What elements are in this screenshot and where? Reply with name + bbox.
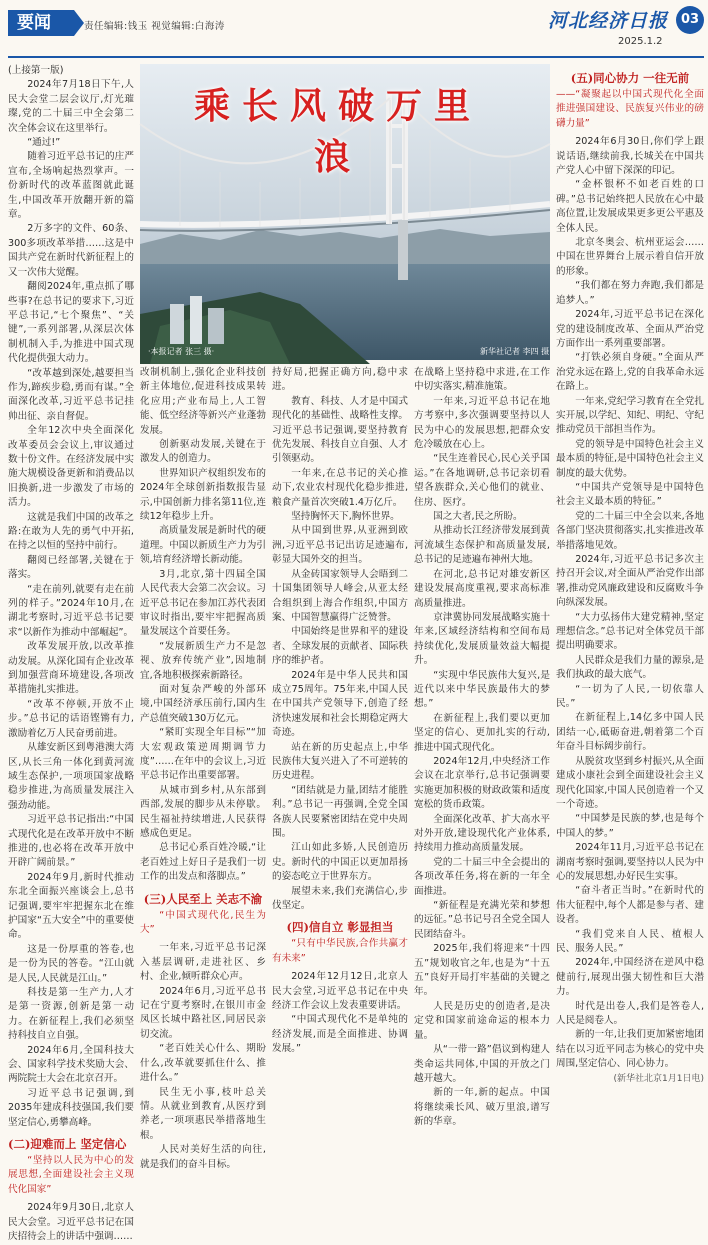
main-headline: 乘长风破万里浪 [193,85,482,178]
paragraph: 改革发展开放,以改革推动发展。从深化国有企业改革到加强营商环境建设,各项改革措施扎实推进。 [8,641,134,696]
paragraph: 全面深化改革、扩大高水平对外开放,建设现代化产业体系,持续用力推动高质量发展。 [414,813,550,854]
section-tag: 要闻 [8,10,74,36]
paragraph: 一年来,党纪学习教育在全党扎实开展,以学纪、知纪、明纪、守纪推动党员干部担当作为。 [556,395,704,436]
paragraph: 2024年,习近平总书记多次主持召开会议,对全面从严治党作出部署,推动党风廉政建设和反腐败斗争向纵深发展。 [556,554,704,609]
paragraph: 从金砖国家领导人会晤到二十国集团领导人峰会,从亚太经合组织到上海合作组织,中国方案、中国智慧赢得广泛赞誉。 [272,568,408,623]
paragraph: 人民对美好生活的向往,就是我们的奋斗目标。 [140,1144,266,1170]
paragraph: 党的二十届三中全会提出的各项改革任务,将在新的一年全面推进。 [414,856,550,897]
paragraph: 科技是第一生产力,人才是第一资源,创新是第一动力。在新征程上,我们必须坚持科技自立自强。 [8,987,134,1042]
paragraph: 京津冀协同发展战略实施十年来,区域经济结构和空间布局持续优化,发展质量效益大幅提升。 [414,611,550,667]
paragraph: 从推动长江经济带发展到黄河流域生态保护和高质量发展,总书记的足迹遍布神州大地。 [414,525,550,566]
section-quote: “中国式现代化,民生为大” [140,909,266,936]
paragraph: 全年12次中央全面深化改革委员会会议上,审议通过数十份文件。在经济发展中实施大规模设备更新和消费品以旧换新,进一步激发了市场的活力。 [8,425,134,509]
paragraph: 人民是历史的创造者,是决定党和国家前途命运的根本力量。 [414,1000,550,1041]
paragraph: 党的领导是中国特色社会主义最本质的特征,是中国特色社会主义制度的最大优势。 [556,438,704,479]
paragraph: “团结就是力量,团结才能胜利。”总书记一再强调,全党全国各族人民要紧密团结在党中央周围。 [272,784,408,839]
section-quote: “只有中华民族,合作共赢才有未来” [272,938,408,964]
paragraph: “大力弘扬伟大建党精神,坚定理想信念。”总书记对全体党员干部提出明确要求。 [556,611,704,652]
paragraph: “通过!” [27,137,61,149]
paragraph: 站在新的历史起点上,中华民族伟大复兴进入了不可逆转的历史进程。 [272,741,408,782]
paragraph: “实现中华民族伟大复兴,是近代以来中华民族最伟大的梦想。” [414,669,550,710]
paragraph: “一切为了人民,一切依靠人民。” [556,683,704,710]
paragraph: “我们都在努力奔跑,我们都是追梦人。” [556,280,704,306]
section-subhead: (二)迎难而上 坚定信心 [8,1137,127,1152]
paragraph: 这是一份厚重的答卷,也是一份为民的答卷。“江山就是人民,人民就是江山。” [8,943,134,984]
paragraph: 2024年6月,全国科技大会、国家科学技术奖励大会、两院院士大会在北京召开。 [8,1044,134,1085]
paragraph: 在战略上坚持稳中求进,在工作中切实落实,精准施策。 [414,367,550,393]
paragraph: “新征程是充满光荣和梦想的远征。”总书记号召全党全国人民团结奋斗。 [414,900,550,940]
paragraph: 新的一年,让我们更加紧密地团结在以习近平同志为核心的党中央周围,坚定信心、同心协力。 [556,1029,704,1070]
paragraph: 持好局,把握正确方向,稳中求进。 [272,367,408,393]
masthead [0,0,708,62]
paragraph: (上接第一版) [8,65,64,76]
paragraph: “打铁必须自身硬。”全面从严治党永远在路上,党的自我革命永远在路上。 [556,352,704,393]
paragraph: “中国共产党领导是中国特色社会主义最本质的特征。” [556,481,704,508]
paragraph: 北京冬奥会、杭州亚运会……中国在世界舞台上展示着自信开放的形象。 [556,237,704,277]
paragraph: 教育、科技、人才是中国式现代化的基础性、战略性支撑。习近平总书记强调,要坚持教育优先发展、科技自立自强、人才引领驱动。 [272,395,408,465]
paragraph: “奋斗者正当时。”在新时代的伟大征程中,每个人都是参与者、建设者。 [556,885,704,926]
paragraph: 2024年是中华人民共和国成立75周年。75年来,中国人民在中国共产党领导下,创造了经济快速发展和社会长期稳定两大奇迹。 [272,669,408,739]
paragraph: 2024年7月18日下午,人民大会堂二层会议厅,灯光璀璨,党的二十届三中全会第二次全体会议在这里举行。 [8,79,134,134]
paragraph: “我们党来自人民、植根人民、服务人民。” [556,928,704,954]
paragraph: 面对复杂严峻的外部环境,中国经济承压前行,国内生产总值突破130万亿元。 [140,683,266,724]
paragraph: “老百姓关心什么、期盼什么,改革就要抓住什么、推进什么。” [140,1043,266,1084]
paragraph: 2024年6月,习近平总书记在宁夏考察时,在银川市金凤区长城中路社区,同居民亲切交流。 [140,985,266,1040]
paragraph: “紧盯实现全年目标”“加大宏观政策逆周期调节力度”……在年中的会议上,习近平总书记作出重要部署。 [140,727,266,782]
paragraph: 2024年,习近平总书记在深化党的建设制度改革、全面从严治党方面作出一系列重要部署。 [556,309,704,349]
paragraph: 新的一年,新的起点。中国将继续乘长风、破万里浪,谱写新的华章。 [414,1087,550,1128]
paragraph: 在新征程上,我们要以更加坚定的信心、更加扎实的行动,推进中国式现代化。 [414,712,550,753]
paragraph: 展望未来,我们充满信心,步伐坚定。 [272,885,408,912]
paragraph: 改制机制上,强化企业科技创新主体地位,促进科技成果转化应用;产业布局上,人工智能、低空经济等新兴产业蓬勃发展。 [140,367,266,436]
photo-caption-left: ·本报记者 张三 摄· [148,347,215,356]
paragraph: 时代是出卷人,我们是答卷人,人民是阅卷人。 [556,1000,704,1026]
paragraph: 坚持胸怀天下,胸怀世界。 [291,511,400,523]
newspaper-logo: 河北经济日报 [548,10,669,32]
paragraph: “改革越到深处,越要担当作为,蹄疾步稳,勇而有谋。”全面深化改革,习近平总书记挂帅出征、亲自督促。 [8,367,134,422]
paragraph: 这就是我们中国的改革之路:在敢为人先的勇气中开拓,在持之以恒的坚持中前行。 [8,511,134,552]
paragraph: “民生连着民心,民心关乎国运。”在各地调研,总书记亲切看望各族群众,关心他们的就业、住房、医疗。 [414,453,550,508]
paragraph: 国之大者,民之所盼。 [433,511,523,523]
paragraph: 随着习近平总书记的庄严宣布,全场响起热烈掌声。一份新时代的改革蓝图就此诞生,中国改革开放翻开新的篇章。 [8,151,134,221]
paragraph: “改革不停顿,开放不止步。”总书记的话语铿锵有力,激励着亿万人民奋勇前进。 [8,698,134,739]
paragraph: 2024年6月30日,你们学上跟说话语,继续前我,长城关在中国共产党人心中留下深深的印记。 [556,136,704,177]
paragraph: 中国始终是世界和平的建设者、全球发展的贡献者、国际秩序的维护者。 [272,626,408,667]
paragraph: 2024年12月,中央经济工作会议在北京举行,总书记强调要实施更加积极的财政政策和适度宽松的货币政策。 [414,755,550,811]
photo-caption-right: 新华社记者 李四 摄 [480,347,550,356]
paragraph: 翻阅已经部署,关键在于落实。 [8,554,134,581]
paragraph: 2025年,我们将迎来“十四五”规划收官之年,也是为“十五五”良好开局打牢基础的关键之年。 [414,943,550,998]
paragraph: 总书记心系百姓冷暖,“让老百姓过上好日子是我们一切工作的出发点和落脚点。” [140,842,266,883]
paragraph: 一年来,习近平总书记在地方考察中,多次强调要坚持以人民为中心的发展思想,把群众安危冷暖放在心上。 [414,395,550,451]
paragraph: 习近平总书记强调,到2035年建成科技强国,我们要坚定信心,勇攀高峰。 [8,1087,134,1128]
paragraph: 从雄安新区到粤港澳大湾区,从长三角一体化到黄河流域生态保护,一项项国家战略稳步推进,为高质量发展注入强劲动能。 [8,742,134,811]
section-subhead: (三)人民至上 关志不渝 [143,891,263,906]
paragraph: 人民群众是我们力量的源泉,是我们执政的最大底气。 [556,654,704,681]
article-column-5 [556,64,704,1086]
article-column-2 [140,366,266,1170]
paragraph: 3月,北京,第十四届全国人民代表大会第二次会议。习近平总书记在参加江苏代表团审议时指出,要牢牢把握高质量发展这个首要任务。 [140,568,266,638]
paragraph: “中国式现代化不是单纯的经济发展,而是全面推进、协调发展。” [272,1014,408,1055]
paragraph: 2万多字的文件、60条、300多项改革举措……这是中国共产党在新时代新征程上的又一次伟大觉醒。 [8,223,134,278]
paragraph: 世界知识产权组织发布的2024年全球创新指数报告显示,中国创新力排名第11位,连续12年稳步上升。 [140,467,266,523]
paragraph: “发展新质生产力不是忽视、放弃传统产业”,因地制宜,各地积极探索新路径。 [140,640,266,681]
paragraph: “走在前列,就要有走在前列的样子。”2024年10月,在湖北考察时,习近平总书记要求“以新作为推动中部崛起”。 [8,583,134,638]
issue-date: 2025.1.2 [618,36,663,47]
paragraph: 从中国到世界,从亚洲到欧洲,习近平总书记出访足迹遍布,彰显大国外交的担当。 [272,525,408,566]
paragraph: 党的二十届三中全会以来,各地各部门坚决贯彻落实,扎实推进改革举措落地见效。 [556,510,704,551]
paragraph: 在新征程上,14亿多中国人民团结一心,砥砺奋进,朝着第二个百年奋斗目标阔步前行。 [556,712,704,753]
paragraph: “金杯银杯不如老百姓的口碑。”总书记始终把人民放在心中最高位置,让发展成果更多更公平惠及全体人民。 [556,179,704,234]
paragraph: 2024年11月,习近平总书记在湖南考察时强调,要坚持以人民为中心的发展思想,办好民生实事。 [556,842,704,882]
article-column-4 [414,366,550,1128]
paragraph: 2024年9月,新时代推动东北全面振兴座谈会上,总书记强调,要牢牢把握东北在维护国家“五大安全”中的重要使命。 [8,871,134,941]
paragraph: 创新驱动发展,关键在于激发人的创造力。 [140,439,266,465]
paragraph: 从城市到乡村,从东部到西部,发展的脚步从未停歇。民生福祉持续增进,人民获得感成色更足。 [140,784,266,839]
dateline-footnote: (新华社北京1月1日电) [613,1073,704,1084]
article-column-1 [8,64,134,1243]
section-quote: “坚持以人民为中心的发展思想,全面建设社会主义现代化国家” [8,1155,134,1195]
paragraph: 江山如此多娇,人民创造历史。新时代的中国正以更加昂扬的姿态屹立于世界东方。 [272,842,408,883]
paragraph: 翻阅2024年,重点抓了哪些事?在总书记的要求下,习近平总书记,“七个聚焦”、“关键”,一系列部署,从深层次体制机制入手,为推进中国式现代化提供强大动力。 [8,281,134,365]
section-quote: ——“凝聚起以中国式现代化全面推进强国建设、民族复兴伟业的磅礴力量” [556,89,704,129]
paragraph: 一年来,在总书记的关心推动下,农业农村现代化稳步推进,粮食产量首次突破1.4万亿斤。 [272,467,408,508]
header-rule [8,56,704,58]
paragraph: 民生无小事,枝叶总关情。从就业到教育,从医疗到养老,一项项惠民举措落地生根。 [140,1086,266,1141]
page-number: 03 [676,6,704,34]
section-subhead: (四)信自立 彰显担当 [286,920,394,935]
paragraph: 一年来,习近平总书记深入基层调研,走进社区、乡村、企业,倾听群众心声。 [140,942,266,983]
section-subhead: (五)同心协力 一往无前 [570,71,690,85]
paragraph: “中国梦是民族的梦,也是每个中国人的梦。” [556,813,704,839]
article-column-3 [272,366,408,1086]
paragraph: 在河北,总书记对雄安新区建设发展高度重视,要求高标准高质量推进。 [414,568,550,609]
paragraph: 习近平总书记指出:“中国式现代化是在改革开放中不断推进的,也必将在改革开放中开辟广阔前景。” [8,814,134,869]
editor-credits: 责任编辑:钱玉 视觉编辑:白海涛 [84,21,225,32]
paragraph: 2024年9月30日,北京人民大会堂。习近平总书记在国庆招待会上的讲话中强调…… [8,1202,134,1243]
paragraph: 高质量发展是新时代的硬道理。中国以新质生产力为引领,培育经济增长新动能。 [140,525,266,566]
paragraph: 从“一带一路”倡议到构建人类命运共同体,中国的开放之门越开越大。 [414,1044,550,1084]
paragraph: 从脱贫攻坚到乡村振兴,从全面建成小康社会到全面建设社会主义现代化国家,中国人民创造着一个又一个奇迹。 [556,755,704,810]
paragraph: 2024年12月12日,北京人民大会堂,习近平总书记在中央经济工作会议上发表重要讲话。 [272,971,408,1012]
paragraph: 2024年,中国经济在逆风中稳健前行,展现出强大韧性和巨大潜力。 [556,957,704,998]
